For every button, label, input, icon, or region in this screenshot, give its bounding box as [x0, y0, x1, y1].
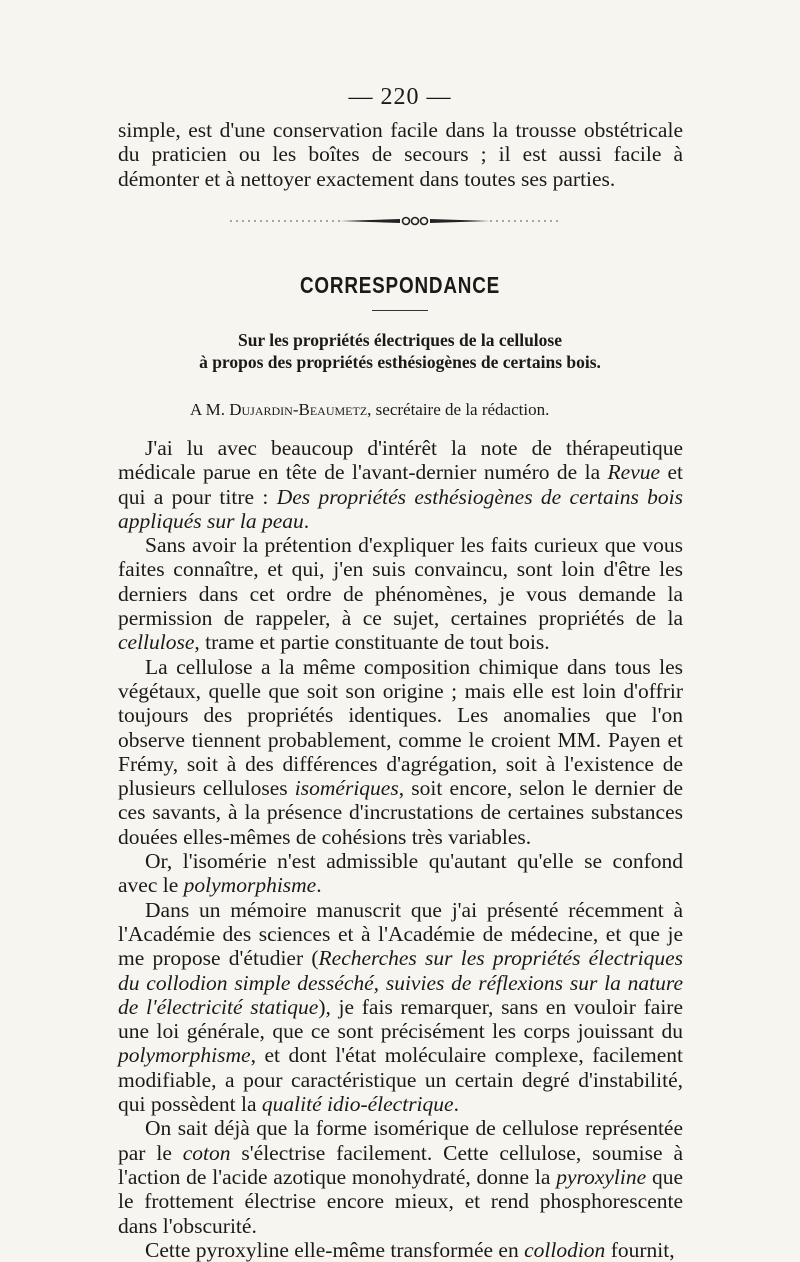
letter-body	[118, 436, 683, 1262]
paragraph-6: On sait déjà que la forme isomérique de cellulose représentée par le coton s'électrise facilement. Cette cellulose, soumise à l'action de l'acide azotique monohydraté, donne la pyroxyline que le frottement électrise encore mieux, et rend phosphorescente dans l'obscurité.	[118, 1116, 684, 1238]
address-line	[190, 400, 549, 420]
address-suffix: , secrétaire de la rédaction.	[367, 400, 550, 419]
section-heading: CORRESPONDANCE	[299, 272, 501, 298]
page-number: — 220 —	[348, 84, 452, 110]
paragraph-1: J'ai lu avec beaucoup d'intérêt la note de thérapeutique médicale parue en tête de l'avant-dernier numéro de la Revue et qui a pour titre : Des propriétés esthésiogènes de certains bois appliqués sur la peau.	[118, 436, 683, 533]
paragraph-4: Or, l'isomérie n'est admissible qu'autant qu'elle se confond avec le polymorphisme.	[118, 849, 683, 898]
heading-rule	[372, 310, 428, 311]
paragraph-3: La cellulose a la même composition chimique dans tous les végétaux, quelle que soit son origine ; mais elle est loin d'offrir toujours des propriétés identiques. Les anomalies que l'on observe tiennent probablement, comme le croient MM. Payen et Frémy, soit à des différences d'agrégation, soit à l'existence de plusieurs celluloses isomériques, soit encore, selon le dernier de ces savants, à la présence d'incrustations de certaines substances douées elles-mêmes de cohésions très variables.	[118, 654, 684, 849]
address-prefix: A M.	[190, 400, 230, 419]
article-subtitle-line2: à propos des propriétés esthésiogènes de certains bois.	[199, 352, 601, 372]
intro-paragraph: simple, est d'une conservation facile dans la trousse obstétricale du praticien ou les boîtes de secours ; il est aussi facile à démonter et à nettoyer exactement dans toutes ses parties.	[118, 118, 683, 191]
ornament-divider	[230, 214, 560, 228]
address-name: Dujardin-Beaumetz	[229, 400, 368, 419]
paragraph-7: Cette pyroxyline elle-même transformée en collodion fournit,	[145, 1237, 675, 1262]
paragraph-5: Dans un mémoire manuscrit que j'ai présenté récemment à l'Académie des sciences et à l'Académie de médecine, et que je me propose d'étudier (Recherches sur les propriétés électriques du collodion simple desséché, suivies de réflexions sur la nature de l'électricité statique), je fais remarquer, sans en vouloir faire une loi générale, que ce sont précisément les corps jouissant du polymorphisme, et dont l'état moléculaire complexe, facilement modifiable, a pour caractéristique un certain degré d'instabilité, qui possèdent la qualité idio-électrique.	[118, 897, 684, 1117]
paragraph-2: Sans avoir la prétention d'expliquer les faits curieux que vous faites connaître, et qui, j'en suis convaincu, sont loin d'être les derniers dans cet ordre de phénomènes, je vous demande la permission de rappeler, à ce sujet, certaines propriétés de la cellulose, trame et partie constituante de tout bois.	[118, 533, 683, 655]
article-subtitle-line1: Sur les propriétés électriques de la cellulose	[237, 330, 563, 350]
